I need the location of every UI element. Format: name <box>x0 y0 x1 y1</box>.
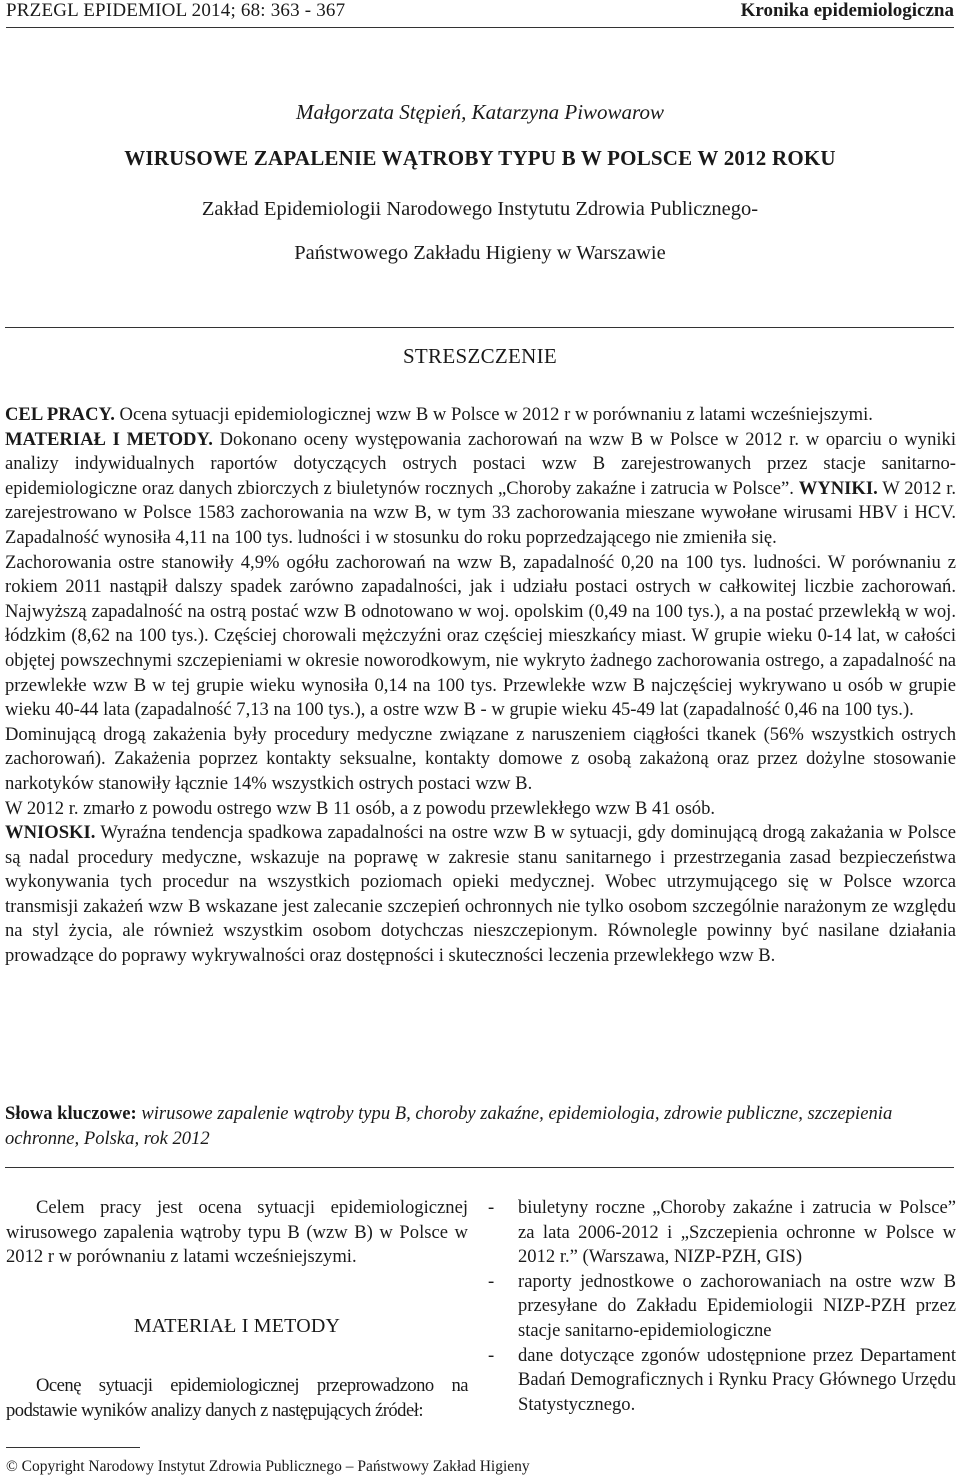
section-name: Kronika epidemiologiczna <box>740 0 954 21</box>
list-item <box>488 1196 956 1270</box>
aim-text: Ocena sytuacji epidemiologicznej wzw B w Polsce w 2012 r w porównaniu z latami wcześniejszymi. <box>114 404 873 425</box>
abstract-results-p2: Zachorowania ostre stanowiły 4,9% ogółu zachorowań na wzw B, zapadalność 0,20 na 100 tys. ludności. W porównaniu z rokiem 2011 nastąpił dalszy spadek zarówno zapadalności, jak i udziału postaci ostrych w całkowitej liczbie zachorowań. Najwyższą zapadalność na ostrą postać wzw B odnotowano w woj. opolskim (0,49 na 100 tys.), a na postać przewlekłą w woj. łódzkim (8,62 na 100 tys.). Częściej chorowali mężczyźni oraz częściej mieszkańcy miast. W grupie wieku 0-14 lat, w całości objętej powszechnymi szczepieniami w okresie noworodkowym, nie wykryto żadnego zachorowania ostrego, a zapadalność na przewlekłe wzw B w tej grupie wieku wynosiła 0,14 na 100 tys. Przewlekłe wzw B najczęściej wykrywano u osób w grupie wieku 40-44 lata (zapadalność 7,13 na 100 tys.), a ostre wzw B - w grupie wieku 45-49 lat (zapadalność 0,46 na 100 tys.). <box>5 551 956 721</box>
conclusions-label: WNIOSKI. <box>5 822 96 844</box>
right-column <box>488 1196 956 1417</box>
keywords-text: wirusowe zapalenie wątroby typu B, choroby zakaźne, epidemiologia, zdrowie publiczne, szczepienia ochronne, Polska, rok 2012 <box>5 1103 893 1149</box>
keywords-label: Słowa kluczowe: <box>5 1103 137 1124</box>
list-item <box>488 1270 956 1344</box>
article-title: WIRUSOWE ZAPALENIE WĄTROBY TYPU B W POLSCE W 2012 ROKU <box>124 146 836 170</box>
abstract-heading: STRESZCZENIE <box>402 344 558 368</box>
left-column <box>6 1196 468 1424</box>
list-marker: - <box>488 1197 495 1218</box>
results-text: W 2012 r. zarejestrowano w Polsce 1583 zachorowania na wzw B, w tym 33 zachorowania mieszane wywołane wirusami HBV i HCV. Zapadalność wynosiła 4,11 na 100 tys. ludności i w stosunku do roku poprzedzającego nie zmieniła się. <box>5 477 957 548</box>
running-header <box>6 0 954 26</box>
header-rule <box>6 27 954 28</box>
abstract-results-p4: W 2012 r. zmarło z powodu ostrego wzw B 11 osób, a z powodu przewlekłego wzw B 41 osób. <box>5 797 716 819</box>
methods-text: Dokonano oceny występowania zachorowań na wzw B w Polsce w 2012 r. w oparciu o wyniki analizy indywidualnych raportów dotyczących ostrych postaci wzw B zarejestrowanych przez stacje sanitarno-epidemiologiczne oraz danych zbiorczych z biuletynów rocznych „Choroby zakaźne i zatrucia w Polsce”. <box>5 428 956 499</box>
intro-paragraph: Celem pracy jest ocena sytuacji epidemiologicznej wirusowego zapalenia wątroby typu B (wzw B) w Polsce w 2012 r w porównaniu z latami wcześniejszymi. <box>6 1197 468 1268</box>
affiliation-line-2: Państwowego Zakładu Higieny w Warszawie <box>294 242 666 264</box>
abstract <box>5 403 956 969</box>
aim-label: CEL PRACY. <box>5 404 115 425</box>
top-divider <box>5 327 954 328</box>
source-text: biuletyny roczne „Choroby zakaźne i zatrucia w Polsce” za lata 2006-2012 i „Szczepienia ochronne w Polsce w 2012 r.” (Warszawa, NIZP-PZH, GIS) <box>518 1197 956 1268</box>
footnote-rule <box>6 1447 140 1448</box>
list-marker: - <box>488 1270 495 1292</box>
methods-label: MATERIAŁ I METODY. <box>5 428 213 450</box>
journal-citation: PRZEGL EPIDEMIOL 2014; 68: 363 - 367 <box>6 0 346 21</box>
abstract-results-p3: Dominującą drogą zakażenia były procedury medyczne związane z naruszeniem ciągłości tkanek (56% wszystkich ostrych zachorowań). Zakażenia poprzez kontakty seksualne, kontakty domowe z osobą zakażoną oraz przez dożylne stosowanie narkotyków stanowiły łącznie 14% wszystkich ostrych postaci wzw B. <box>5 723 956 794</box>
copyright-footnote: © Copyright Narodowy Instytut Zdrowia Publicznego – Państwowy Zakład Higieny <box>6 1458 530 1475</box>
list-item <box>488 1344 956 1418</box>
keywords <box>5 1102 956 1151</box>
abstract-methods <box>5 428 956 551</box>
source-text: dane dotyczące zgonów udostępnione przez Departament Badań Demograficznych i Rynku Pracy Głównego Urzędu Statystycznego. <box>518 1344 956 1415</box>
methods-heading: MATERIAŁ I METODY <box>133 1314 341 1337</box>
affiliation-line-1: Zakład Epidemiologii Narodowego Instytutu Zdrowia Publicznego- <box>201 198 759 220</box>
abstract-aim <box>5 403 956 428</box>
results-label: WYNIKI. <box>798 477 878 499</box>
authors: Małgorzata Stępień, Katarzyna Piwowarow <box>296 100 664 124</box>
abstract-divider <box>5 1167 954 1168</box>
list-marker: - <box>488 1344 495 1366</box>
source-text: raporty jednostkowe o zachorowaniach na ostre wzw B przesyłane do Zakładu Epidemiologii NIZP-PZH przez stacje sanitarno-epidemiologiczne <box>518 1270 956 1341</box>
conclusions-text: Wyraźna tendencja spadkowa zapadalności na ostre wzw B w sytuacji, gdy dominującą drogą zakażania w Polsce są nadal procedury medyczne, wskazuje na poprawę w zakresie stanu sanitarnego i przestrzegania zasad bezpieczeństwa wykonywania tych procedur na wszystkich poziomach opieki medycznej. Wobec utrzymującego się w Polsce wzorca transmisji zakażeń wzw B wskazane jest zalecanie szczepień ochronnych nie tylko osobom szczególnie narażonym ze względu na styl życia, ale również wszystkim osobom dotychczas nieszczepionym. Równolegle powinny być nasilane działania prowadzące do poprawy wykrywalności oraz dostępności i skuteczności leczenia przewlekłego wzw B. <box>5 822 956 967</box>
abstract-conclusions <box>5 821 956 969</box>
sources-list <box>488 1196 956 1417</box>
methods-paragraph: Ocenę sytuacji epidemiologicznej przeprowadzono na podstawie wyników analizy danych z następujących źródeł: <box>6 1375 468 1421</box>
